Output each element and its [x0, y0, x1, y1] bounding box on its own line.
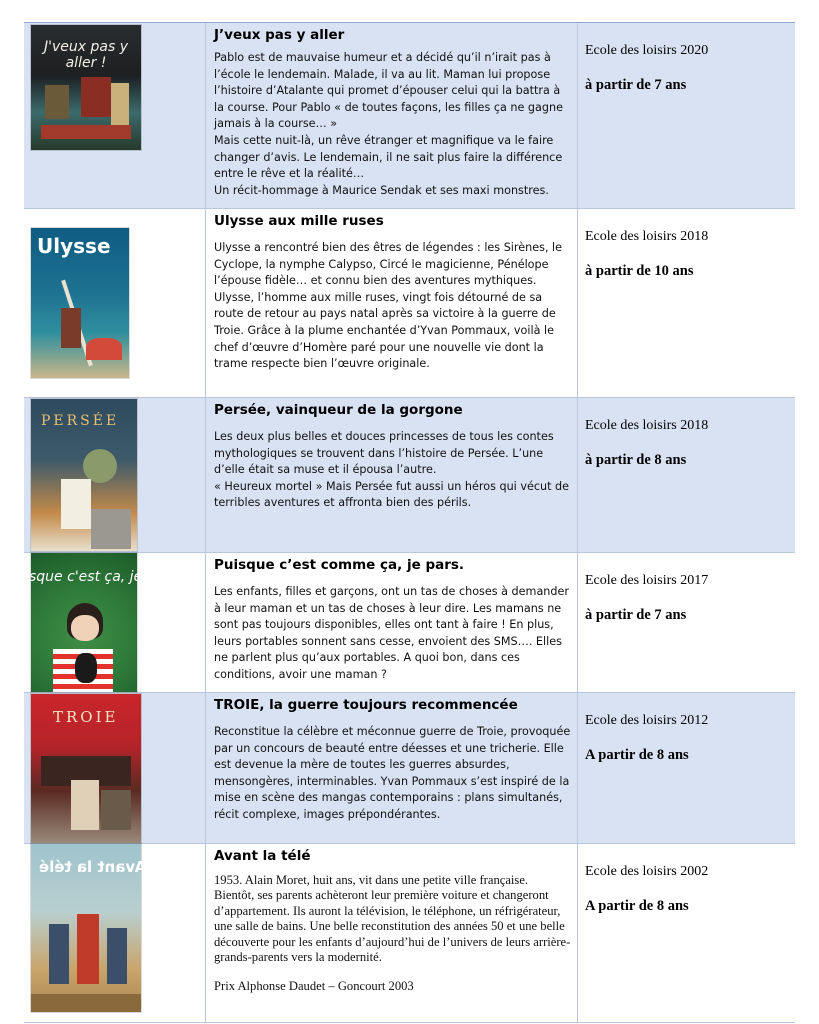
description-paragraph: Ulysse a rencontré bien des êtres de légendes : les Sirènes, le Cyclope, la nymphe Calypso, Circé le magicienne, Pénélope l’épouse fidèle… et connu bien des aventures mythiques. Ulysse, l’homme aux mille ruses, vingt fois détourné de sa route de retour au pays natal après sa victoire à la guerre de Troie. Grâce à la plume enchantée d’Yvan Pommaux, voilà le chef d’œuvre d’Homère paré pour une nouvelle vie dont la trame respecte bien l’œuvre originale. — [214, 241, 563, 371]
age-range: à partir de 7 ans — [585, 77, 687, 93]
description-paragraph: Un récit-hommage à Maurice Sendak et ses maxi monstres. — [214, 183, 549, 197]
table-row — [24, 693, 795, 844]
cover-title: PERSÉE — [41, 413, 120, 429]
book-cover-image — [31, 399, 137, 551]
info-cell — [578, 398, 795, 552]
cover-cell — [24, 209, 206, 397]
info-cell — [578, 693, 795, 843]
description-paragraph: Les deux plus belles et douces princesses de tous les contes mythologiques se trouvent dans l’histoire de Persée. L’une d’elle était sa muse et il épousa l’autre. — [214, 430, 554, 477]
description-paragraph: Mais cette nuit-là, un rêve étranger et magnifique va le faire changer d’avis. Le lendemain, il ne sait plus faire la différence entre le rêve et la réalité… — [214, 133, 563, 181]
table-row — [24, 844, 795, 1023]
table-row — [24, 398, 795, 553]
publisher-year: Ecole des loisirs 2012 — [585, 713, 709, 728]
book-title: TROIE, la guerre toujours recommencée — [214, 697, 518, 713]
age-range: à partir de 8 ans — [585, 452, 687, 468]
cover-title: Ulysse — [37, 234, 111, 258]
description-paragraph: Reconstitue la célèbre et méconnue guerre de Troie, provoquée par un concours de beauté entre déesses et une tricherie. Elle est devenue la mère de toutes les guerres absurdes, mensongères, interminables. Yvan Pommaux s’est inspiré de la mise en scène des mangas contemporains : plans simultanés, récit complexe, images prépondérantes. — [214, 725, 571, 821]
book-description — [214, 240, 571, 373]
book-title: Ulysse aux mille ruses — [214, 213, 384, 229]
description-cell — [206, 23, 578, 208]
book-cover-image — [31, 25, 141, 150]
description-cell — [206, 553, 578, 692]
publisher-year: Ecole des loisirs 2017 — [585, 573, 709, 588]
table-row — [24, 23, 795, 209]
cover-cell — [24, 693, 206, 843]
cover-title: J'veux pas y aller ! — [44, 39, 128, 71]
publisher-year: Ecole des loisirs 2018 — [585, 229, 709, 244]
info-cell — [578, 844, 795, 1022]
book-title: Persée, vainqueur de la gorgone — [214, 402, 463, 418]
book-description — [214, 584, 571, 684]
cover-title: Avant la télé — [39, 858, 147, 876]
description-paragraph: « Heureux mortel » Mais Persée fut aussi un héros qui vécut de terribles aventures et affronta bien des périls. — [214, 479, 570, 510]
description-cell — [206, 398, 578, 552]
book-cover-image — [31, 694, 141, 843]
publisher-year: Ecole des loisirs 2020 — [585, 43, 709, 58]
book-description — [214, 50, 571, 199]
book-cover-image — [29, 553, 156, 692]
cover-cell — [24, 23, 206, 208]
age-range: A partir de 8 ans — [585, 747, 689, 763]
cover-cell — [24, 398, 206, 552]
description-cell — [206, 844, 578, 1022]
description-cell — [206, 693, 578, 843]
cover-cell — [24, 553, 206, 692]
book-title: J’veux pas y aller — [214, 27, 345, 43]
info-cell — [578, 553, 795, 692]
cover-title: sque c'est ça, je p — [29, 569, 156, 585]
book-title: Puisque c’est comme ça, je pars. — [214, 557, 465, 573]
info-cell — [578, 209, 795, 397]
prize-line: Prix Alphonse Daudet – Goncourt 2003 — [214, 979, 414, 994]
publisher-year: Ecole des loisirs 2018 — [585, 418, 709, 433]
description-cell — [206, 209, 578, 397]
publisher-year: Ecole des loisirs 2002 — [585, 864, 709, 879]
age-range: à partir de 7 ans — [585, 607, 687, 623]
info-cell — [578, 23, 795, 208]
age-range: à partir de 10 ans — [585, 263, 694, 279]
description-paragraph: 1953. Alain Moret, huit ans, vit dans une petite ville française. Bientôt, ses parents achèteront leur première voiture et changeront d’appartement. Ils auront la télévision, le téléphone, un réfrigérateur, une salle de bains. Une belle reconstitution des années 50 et une belle découverte pour les enfants d’aujourd’hui de l’univers de leurs arrière-grands-parents vers la modernité. — [214, 873, 571, 965]
book-description — [214, 724, 571, 824]
description-paragraph: Les enfants, filles et garçons, ont un tas de choses à demander à leur maman et un tas de choses à leur dire. Les mamans ne sont pas toujours disponibles, elles ont tant à faire ! En plus, leurs portables sonnent sans cesse, envoient des SMS…. Elles ne parlent plus qu’aux portables. A quoi bon, dans ces conditions, avoir une maman ? — [214, 585, 569, 681]
book-title: Avant la télé — [214, 848, 311, 864]
cover-title: TROIE — [53, 708, 119, 726]
book-description — [214, 873, 571, 995]
description-paragraph: Pablo est de mauvaise humeur et a décidé qu’il n’irait pas à l’école le lendemain. Malade, il va au lit. Maman lui propose l’histoire d’Atalante qui promet d’épouser celui qui la battra à la course. Pour Pablo « de toutes façons, les filles ça ne gagne jamais à la course… » — [214, 51, 563, 131]
book-cover-image — [31, 844, 147, 1012]
cover-cell — [24, 844, 206, 1022]
book-description — [214, 429, 571, 512]
age-range: A partir de 8 ans — [585, 898, 689, 914]
book-cover-image — [31, 228, 129, 378]
book-table — [24, 22, 795, 1023]
table-row — [24, 209, 795, 398]
table-row — [24, 553, 795, 693]
